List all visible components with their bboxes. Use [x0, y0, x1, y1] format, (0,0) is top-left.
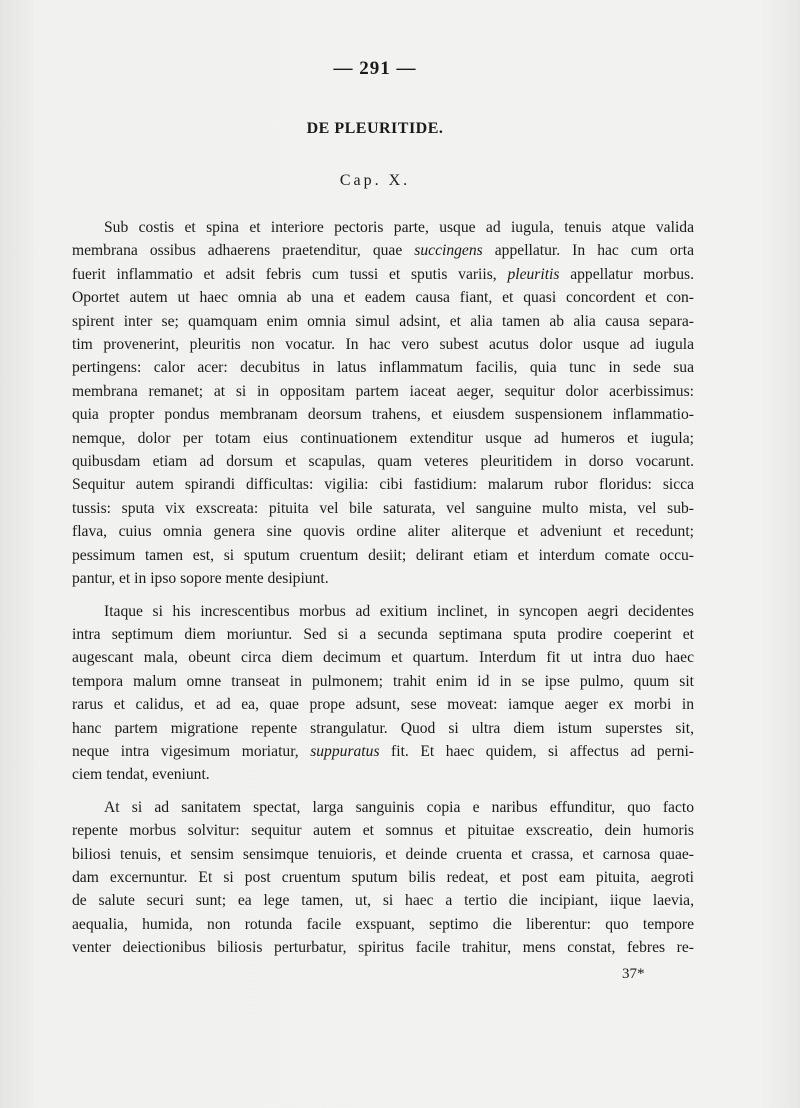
text-line: membrana remanet; at si in oppositam partem iaceat aeger, sequitur dolor acerbissimus:	[72, 382, 694, 400]
text-line: tussis: sputa vix exscreata: pituita vel bile saturata, vel sanguine multo mista, vel sub-	[72, 499, 694, 517]
text-line: tim provenerint, pleuritis non vocatur. In hac vero subest acutus dolor usque ad iugula	[72, 336, 694, 354]
text-line: fuerit inflammatio et adsit febris cum tussi et sputis variis, pleuritis appellatur morbus.	[72, 265, 694, 283]
text-line: Sub costis et spina et interiore pectoris parte, usque ad iugula, tenuis atque valida	[104, 219, 694, 236]
text-line: biliosi tenuis, et sensim sensimque tenuioris, et deinde cruenta et crassa, et carnosa quae-	[72, 845, 694, 863]
text-line: At si ad sanitatem spectat, larga sanguinis copia e naribus effunditur, quo facto	[104, 798, 694, 816]
text-line: augescant mala, obeunt circa diem decimum et quartum. Interdum fit ut intra duo haec	[72, 649, 694, 667]
text-line: neque intra vigesimum moriatur, suppuratus fit. Et haec quidem, si affectus ad perni-	[72, 742, 694, 760]
text-line: de salute securi sunt; ea lege tamen, ut, si haec a tertio die incipiant, iique laevia,	[72, 892, 694, 910]
text-line: membrana ossibus adhaerens praetenditur, quae succingens appellatur. In hac cum orta	[72, 242, 694, 260]
text-line: Oportet autem ut haec omnia ab una et eadem causa fiant, et quasi concordent et con-	[72, 289, 694, 307]
text-line: tempora malum omne transeat in pulmonem; trahit enim id in se ipse pulmo, quum sit	[72, 672, 694, 690]
paragraph-3	[72, 796, 694, 960]
text-line: rarus et calidus, et ad ea, quae prope adsunt, sese moveat: iamque aeger ex morbi in	[72, 696, 694, 714]
text-line: spirent inter se; quamquam enim omnia simul adsint, et alia tamen ab alia causa separa-	[72, 312, 694, 330]
text-line: Itaque si his increscentibus morbus ad exitium inclinet, in syncopen aegri decidentes	[104, 602, 694, 620]
text-line: aequalia, humida, non rotunda facile exspuant, septimo die liberentur: quo tempore	[72, 915, 694, 933]
paragraph-1	[72, 216, 694, 591]
text-line: quia propter pondus membranam deorsum trahens, et eiusdem suspensionem inflammatio-	[72, 406, 694, 424]
text-line: pantur, et in ipso sopore mente desipiunt.	[72, 570, 329, 588]
signature-mark: 37*	[622, 966, 645, 982]
body-text	[72, 216, 694, 960]
paragraph-2	[72, 600, 694, 787]
text-line: flava, cuius omnia genera sine quovis ordine aliter aliterque et adveniunt et recedunt;	[72, 523, 694, 541]
text-line: venter deiectionibus biliosis perturbatur, spiritus facile trahitur, mens constat, febres re-	[72, 939, 694, 957]
text-line: dam excernuntur. Et si post cruentum sputum bilis redeat, et post eam pituita, aegroti	[72, 868, 694, 886]
text-line: repente morbus solvitur: sequitur autem et somnus et pituitae exscreatio, dein humoris	[72, 822, 694, 840]
text-line: pertingens: calor acer: decubitus in latus inflammatum facilis, quia tunc in sede sua	[72, 359, 694, 377]
text-line: quibusdam etiam ad dorsum et scapulas, quam veteres pleuritidem in dorso vocarunt.	[72, 453, 694, 471]
text-line: pessimum tamen est, si sputum cruentum desiit; delirant etiam et interdum comate occu-	[72, 546, 694, 564]
text-line: intra septimum diem moriuntur. Sed si a secunda septimana sputa prodire coeperint et	[72, 625, 694, 643]
text-line: Sequitur autem spirandi difficultas: vigilia: cibi fastidium: malarum rubor floridus: sicca	[72, 476, 694, 494]
text-line: hanc partem migratione repente strangulatur. Quod si ultra diem istum superstes sit,	[72, 719, 694, 737]
page-number: — 291 —	[333, 58, 417, 79]
text-line: ciem tendat, eveniunt.	[72, 766, 210, 784]
chapter-heading: Cap. X.	[339, 172, 411, 189]
page-title: DE PLEURITIDE.	[306, 120, 444, 137]
text-line: nemque, dolor per totam eius continuationem extenditur usque ad humeros et iugula;	[72, 429, 694, 447]
